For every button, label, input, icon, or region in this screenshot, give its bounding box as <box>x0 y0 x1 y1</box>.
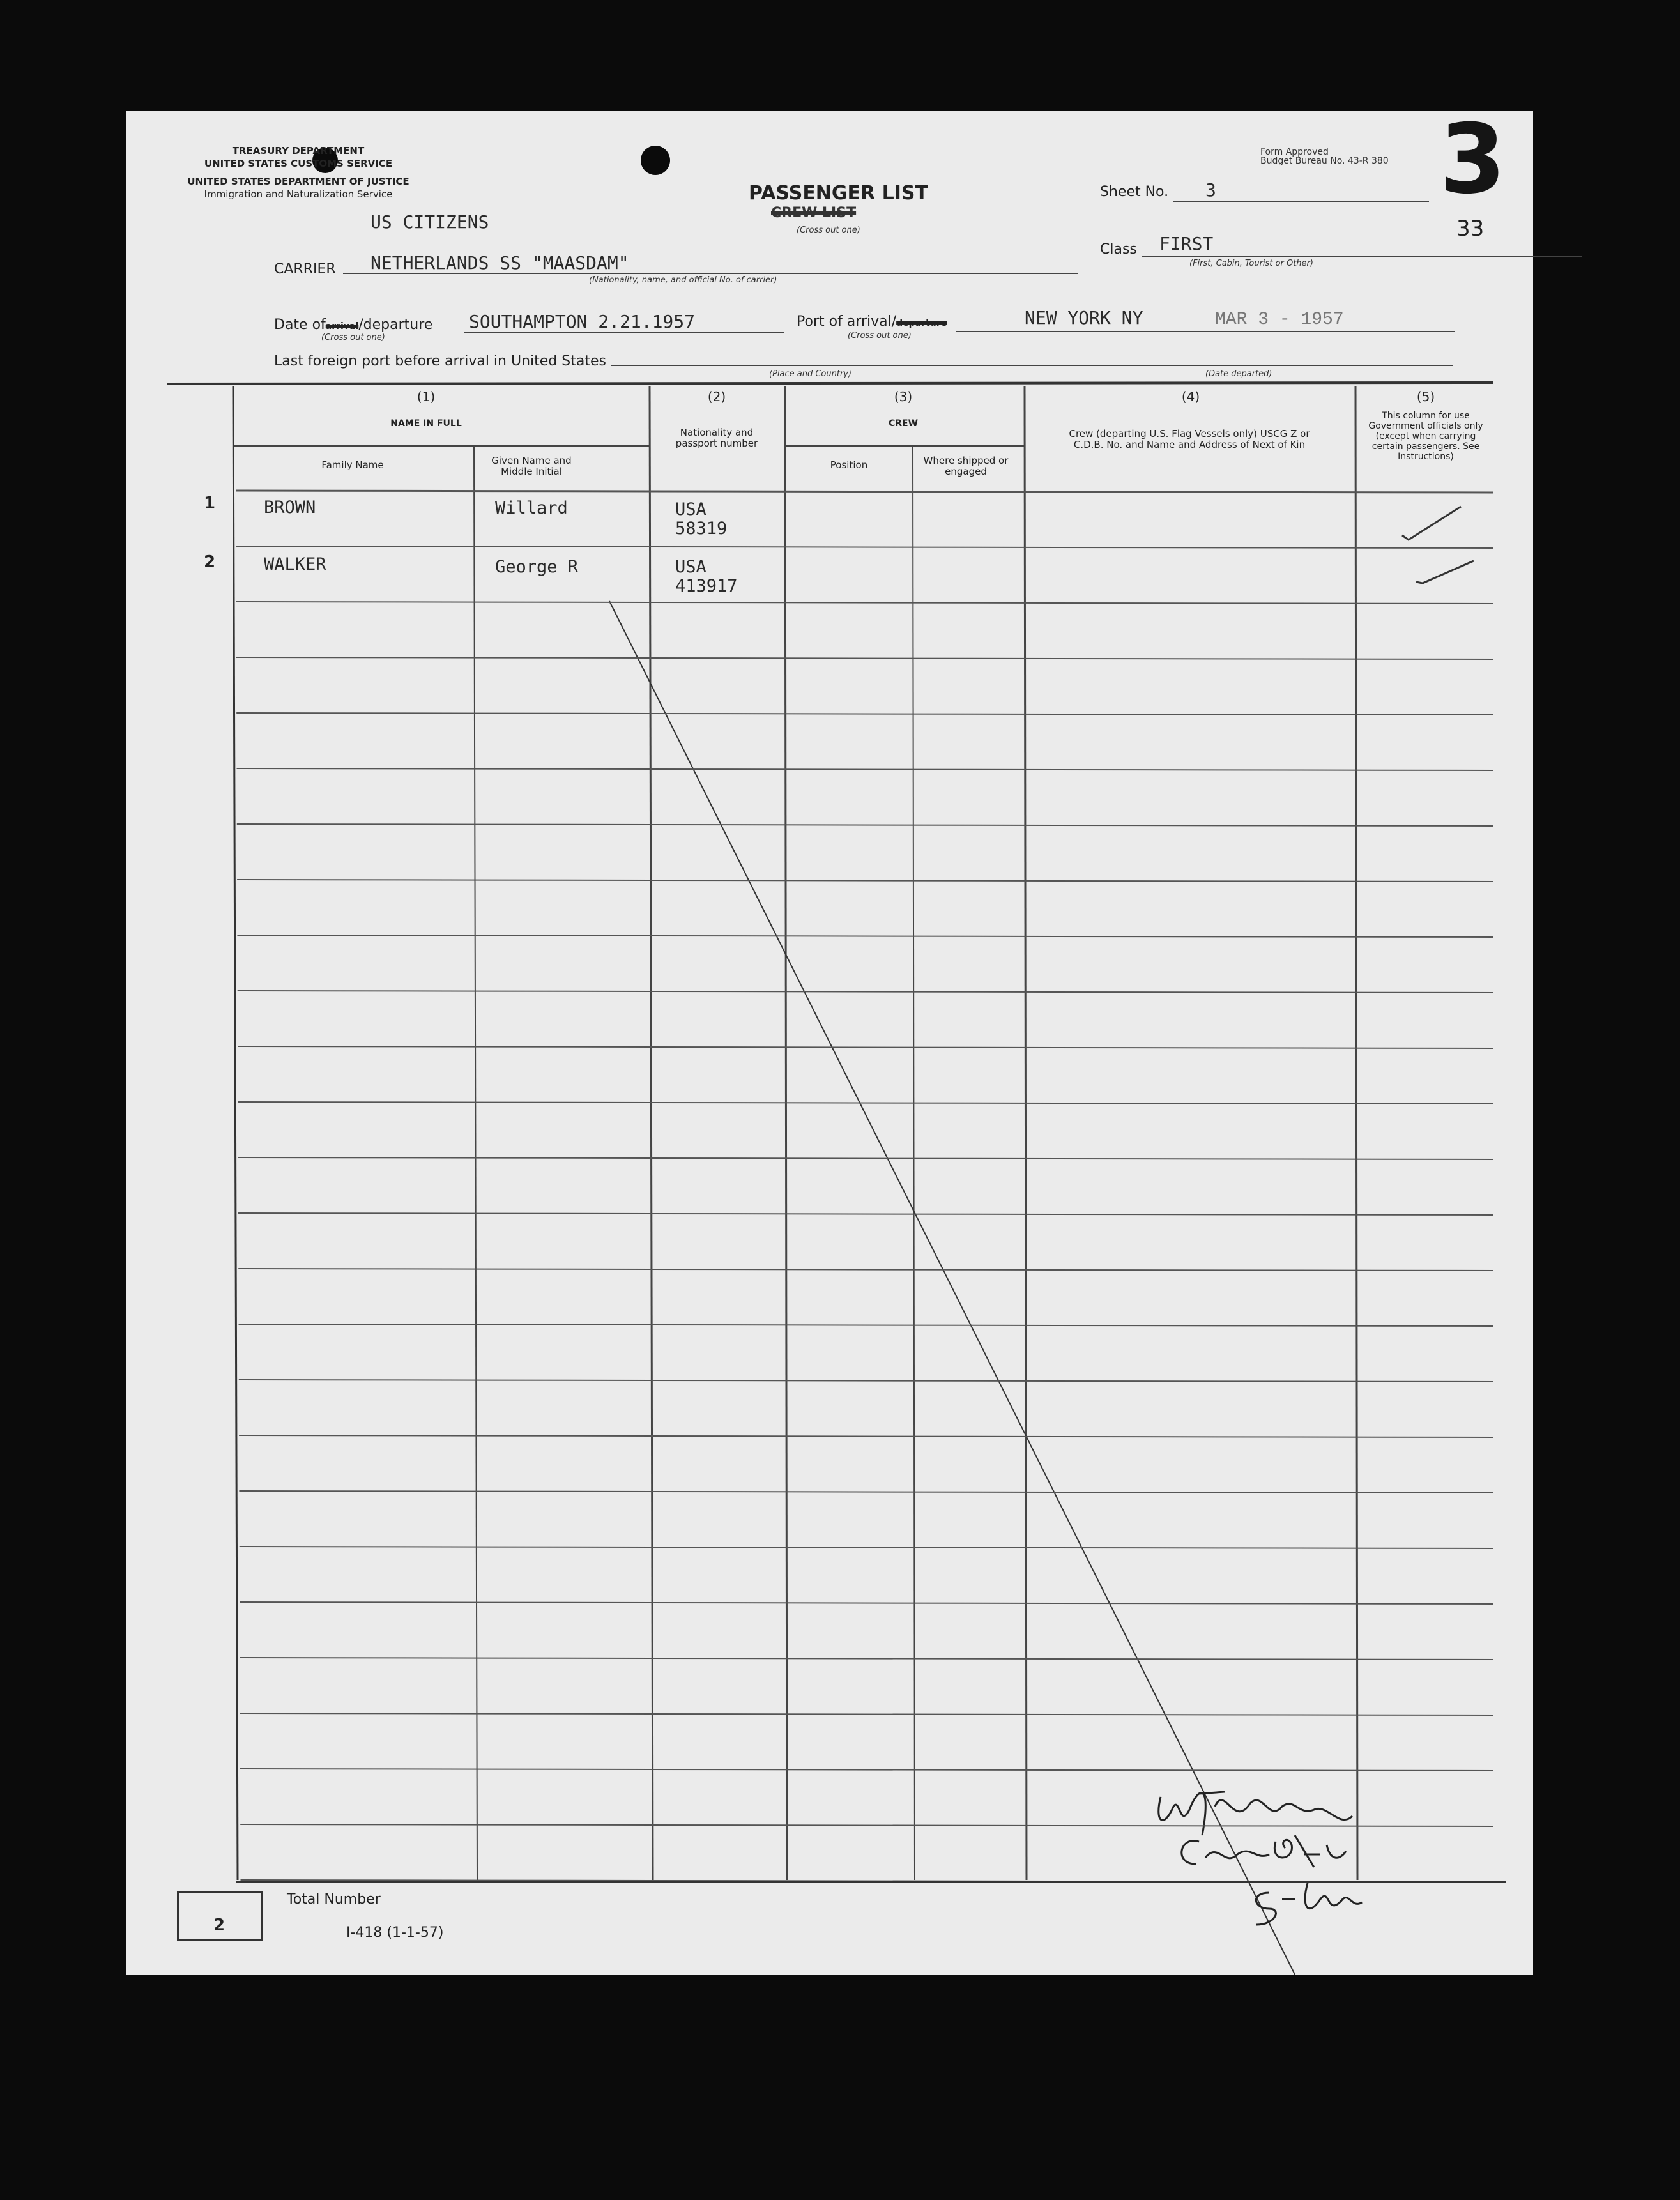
col3-number: (3) <box>894 389 913 404</box>
row-number: 1 <box>204 494 216 513</box>
table-row-line <box>240 1713 1493 1715</box>
date-label-b: /departure <box>358 317 433 333</box>
nationality: USA <box>675 500 706 519</box>
cross-out-note: (Cross out one) <box>797 225 860 235</box>
form-sheet <box>126 104 1533 1975</box>
port-cross-note: (Cross out one) <box>848 331 912 340</box>
where-shipped-header: Where shipped or engaged <box>923 455 1009 477</box>
table-row-line <box>238 1269 1493 1271</box>
agency-line-3: UNITED STATES DEPARTMENT OF JUSTICE <box>187 176 409 187</box>
budget-bureau: Budget Bureau No. 43-R 380 <box>1260 156 1389 166</box>
family-name: BROWN <box>264 498 316 517</box>
col1-number: (1) <box>416 389 436 404</box>
col1-title: NAME IN FULL <box>390 418 462 429</box>
table-row-line <box>238 1213 1493 1215</box>
table-row-line <box>239 1435 1493 1437</box>
total-value: 2 <box>213 1916 225 1935</box>
passport-number: 58319 <box>675 519 728 539</box>
class-note: (First, Cabin, Tourist or Other) <box>1189 259 1313 268</box>
passport-number: 413917 <box>675 576 738 596</box>
date-crossed: arrival <box>325 321 359 332</box>
table-row-line <box>237 768 1493 770</box>
last-port-label: Last foreign port before arrival in United States <box>274 353 606 369</box>
table-row-line <box>240 1658 1493 1660</box>
category-value: US CITIZENS <box>370 211 489 233</box>
sheet-value: 3 <box>1205 180 1216 201</box>
table-row-line <box>236 713 1493 715</box>
row-number: 2 <box>204 553 216 572</box>
col5-number: (5) <box>1416 389 1435 404</box>
place-note: (Place and Country) <box>769 369 852 379</box>
class-value: FIRST <box>1159 233 1214 254</box>
col4-number: (4) <box>1181 389 1200 404</box>
port-stamp: MAR 3 - 1957 <box>1215 310 1344 330</box>
family-name: WALKER <box>264 554 326 574</box>
agency-line-2: UNITED STATES CUSTOMS SERVICE <box>204 158 393 169</box>
agency-line-4: Immigration and Naturalization Service <box>204 188 393 200</box>
given-name: George R <box>495 557 579 577</box>
table-row-line <box>236 602 1493 604</box>
table-row-line <box>240 1547 1493 1548</box>
table-row-line <box>238 1102 1493 1104</box>
col3-title: CREW <box>888 418 919 429</box>
position-header: Position <box>830 459 868 471</box>
table-row-line <box>240 1602 1493 1604</box>
date-label-a: Date of <box>274 317 326 333</box>
given-name: Willard <box>495 498 568 518</box>
port-value: NEW YORK NY <box>1025 307 1143 328</box>
departure-value: SOUTHAMPTON 2.21.1957 <box>469 311 696 332</box>
port-label-text: Port of arrival/ <box>797 314 897 330</box>
col2-number: (2) <box>707 389 726 404</box>
col5-title: This column for use Government officials only (except when carrying certain passengers. See Instructions) <box>1368 411 1483 462</box>
table-row-line <box>237 880 1493 882</box>
port-crossed: departure <box>896 318 947 328</box>
carrier-note: (Nationality, name, and official No. of carrier) <box>589 275 777 285</box>
table-row-line <box>239 1491 1493 1493</box>
carrier-label: CARRIER <box>274 261 336 277</box>
nationality: USA <box>675 557 706 577</box>
table-row-line <box>238 1046 1493 1048</box>
table-row-line <box>236 657 1493 659</box>
col2-title: Nationality and passport number <box>675 427 758 449</box>
form-code: I-418 (1-1-57) <box>346 1925 444 1941</box>
table-row-line <box>237 824 1493 826</box>
table-row-line <box>238 991 1493 993</box>
table-row-line <box>240 1824 1493 1826</box>
table-row-line <box>240 1769 1493 1771</box>
form-title: PASSENGER LIST <box>749 182 928 204</box>
carrier-value: NETHERLANDS SS "MAASDAM" <box>370 252 629 273</box>
row-lines <box>126 111 1533 1975</box>
family-name-header: Family Name <box>321 459 384 471</box>
table-row-line <box>236 546 1493 548</box>
total-label: Total Number <box>287 1891 381 1907</box>
date-departed-note: (Date departed) <box>1205 369 1272 379</box>
table-row-line <box>237 935 1493 937</box>
agency-line-1: TREASURY DEPARTMENT <box>232 145 365 157</box>
col4-title: Crew (departing U.S. Flag Vessels only) USCG Z or C.D.B. No. and Name and Address of Next of Kin <box>1069 428 1310 450</box>
class-label: Class <box>1100 241 1137 257</box>
table-row-line <box>239 1380 1493 1382</box>
crossed-title: CREW LIST <box>771 205 857 221</box>
big-sheet-number: 3 <box>1439 104 1506 215</box>
sheet-label: Sheet No. <box>1100 184 1169 200</box>
given-name-header: Given Name and Middle Initial <box>491 455 572 477</box>
table-row-line <box>238 1157 1493 1159</box>
date-cross-note: (Cross out one) <box>321 333 385 342</box>
table-row-line <box>236 491 1493 493</box>
form-approved: Form Approved <box>1260 147 1329 157</box>
table-row-line <box>239 1324 1493 1326</box>
corner-number: 33 <box>1456 216 1485 241</box>
